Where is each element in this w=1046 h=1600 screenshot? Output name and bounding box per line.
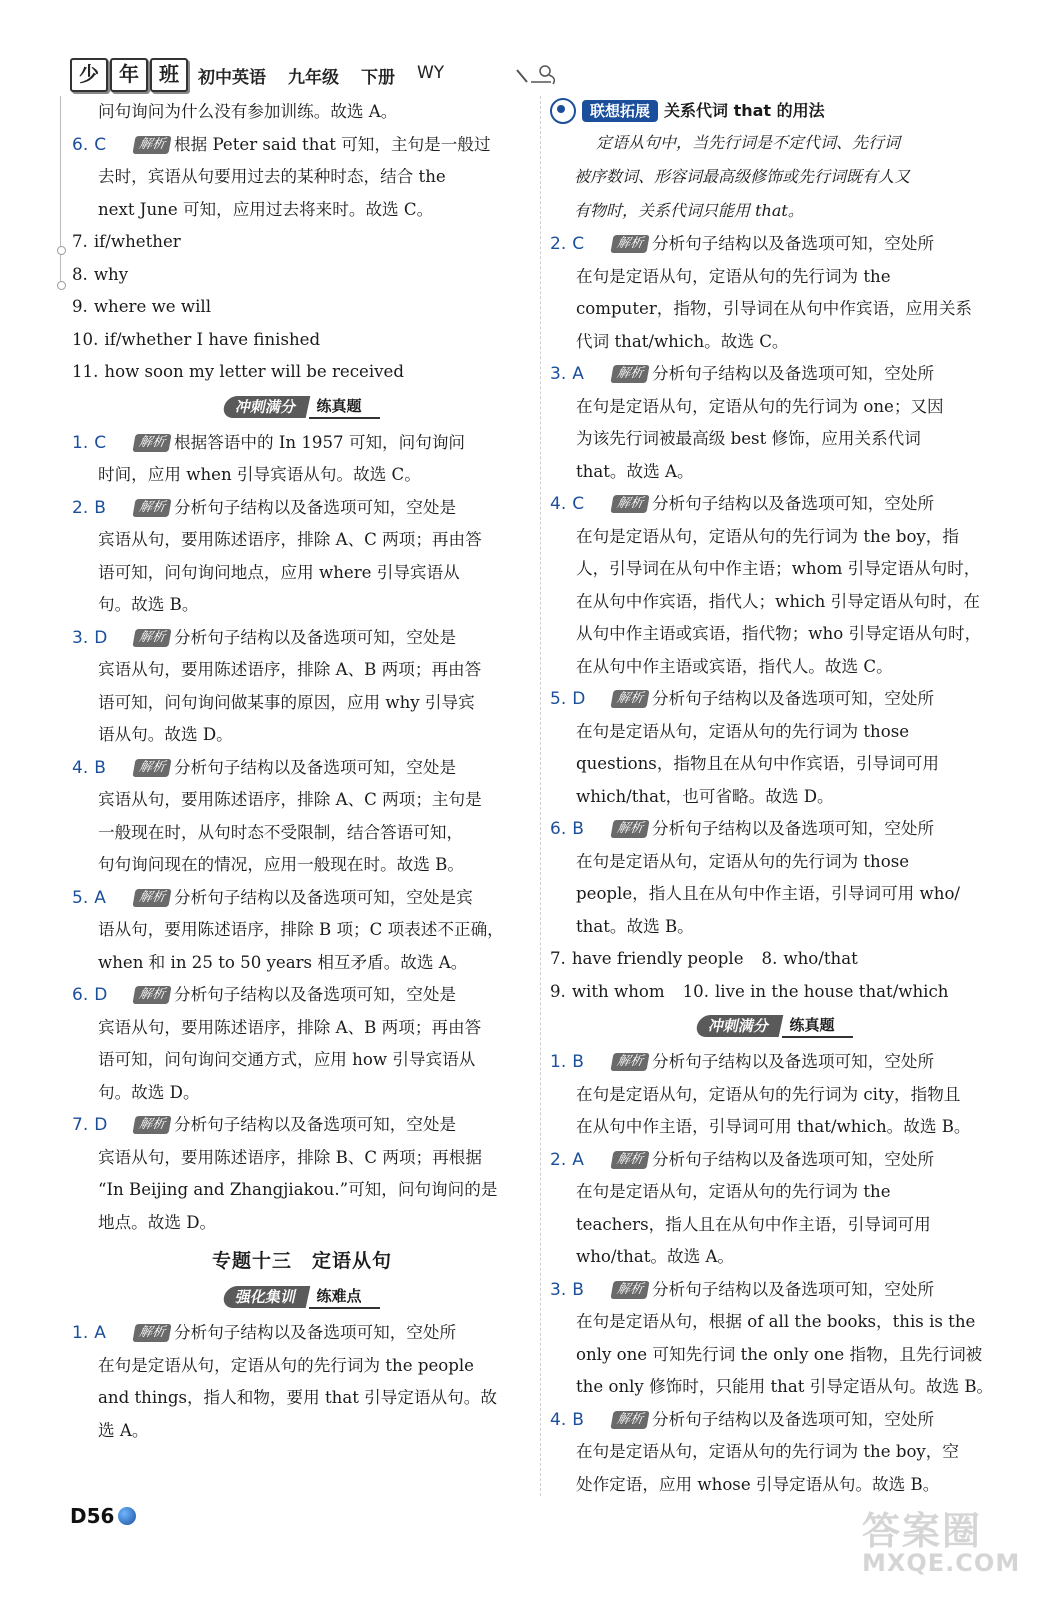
answer-line: 在句是定语从句，定语从句的先行词为 the boy，空 (576, 1442, 959, 1461)
book-info (198, 63, 444, 88)
answer-line (550, 813, 1000, 846)
answer-line: 在句是定语从句，定语从句的先行词为 those (576, 721, 910, 741)
left-column (72, 96, 532, 1447)
fill-answer (72, 259, 532, 292)
section-banner (72, 1281, 532, 1313)
answer-line (550, 358, 1000, 391)
answer-line: who/that。故选 A。 (576, 1247, 735, 1266)
answer-line: teachers，指人且在从句中作主语，引导词可用 (576, 1214, 931, 1234)
question-number: 4. (550, 1409, 567, 1430)
answer-line: 句句询问现在的情况，应用一般现在时。故选 B。 (98, 855, 464, 874)
answer-lead (72, 1317, 134, 1350)
answer-line: 宾语从句，要用陈述语序，排除 A、B 两项；再由答 (98, 1017, 482, 1037)
page-number (70, 1504, 136, 1528)
analysis-tag: 解析 (610, 1053, 649, 1071)
fill-text: with whom (571, 981, 665, 1001)
question-number: 6. (72, 134, 89, 155)
question-number: 10. (682, 981, 709, 1001)
answer-line: 从句中作主语或宾语，指代物；who 引导定语从句时， (576, 624, 982, 643)
answer-lead (72, 1109, 134, 1142)
answer-item (550, 488, 1000, 683)
fill-text: live in the house that/which (715, 981, 949, 1001)
fill-answer-pair (550, 976, 1000, 1009)
answer-item (72, 492, 532, 622)
answer-text: 根据答语中的 In 1957 可知，问句询问 (174, 432, 466, 452)
analysis-tag: 解析 (610, 1411, 649, 1429)
answer-item (72, 882, 532, 980)
fill-text: who/that (783, 949, 858, 968)
analysis-tag: 解析 (610, 1151, 649, 1169)
question-number: 8. (761, 949, 778, 968)
answer-line: 处作定语，应用 whose 引导定语从句。故选 B。 (576, 1474, 940, 1494)
answer-text: 分析句子结构以及备选项可知，空处是 (174, 1115, 457, 1134)
question-number: 5. (72, 887, 89, 908)
question-number: 3. (550, 1279, 567, 1300)
answer-line (72, 1317, 532, 1350)
answer-line: people，指人且在从句中作主语，引导词可用 who/ (576, 884, 961, 903)
answer-item (550, 1046, 1000, 1144)
answer-line: when 和 in 25 to 50 years 相互矛盾。故选 A。 (98, 952, 468, 972)
answer-line: 语可知，问句询问交通方式，应用 how 引导宾语从 (98, 1050, 476, 1069)
answer-line: 在句是定语从句，定语从句的先行词为 the boy，指 (576, 526, 959, 546)
answer-text: 根据 Peter said that 可知，主句是一般过 (174, 134, 491, 154)
subject-label: 初中英语 (198, 67, 266, 88)
answer-text: 分析句子结构以及备选项可知，空处所 (652, 1279, 935, 1299)
answer-line (550, 1404, 1000, 1437)
fill-answer (72, 324, 532, 357)
fill-text: if/whether I have finished (104, 329, 321, 349)
answer-item (550, 813, 1000, 943)
answer-line: 语从句。故选 D。 (98, 725, 233, 744)
answer-line (550, 1274, 1000, 1307)
analysis-tag: 解析 (610, 1281, 649, 1299)
answer-line: 在句是定语从句，定语从句的先行词为 one；又因 (576, 396, 944, 416)
extension-line: 有物时，关系代词只能用 that。 (574, 201, 804, 220)
answer-item (72, 129, 532, 227)
answer-line (72, 622, 532, 655)
fill-answer (72, 291, 532, 324)
answer-line (550, 683, 1000, 716)
fill-answer-pair (550, 943, 1000, 976)
analysis-tag: 解析 (132, 1116, 171, 1134)
question-number: 1. (72, 432, 89, 453)
extension-line: 被序数词、形容词最高级修饰或先行词既有人又 (574, 167, 911, 186)
answer-lead (550, 1046, 612, 1079)
answer-line: 语从句，要用陈述语序，排除 B 项；C 项表述不正确， (98, 920, 504, 939)
extension-title: 关系代词 that 的用法 (664, 100, 825, 120)
answer-text: 分析句子结构以及备选项可知，空处所 (652, 1409, 935, 1429)
banner-sub: 练难点 (309, 1285, 380, 1309)
answer-line: next June 可知，应用过去将来时。故选 C。 (98, 199, 434, 219)
answer-line: 人，引导词在从句中作主语；whom 引导定语从句时， (576, 559, 981, 578)
answer-text: 分析句子结构以及备选项可知，空处是 (174, 627, 457, 647)
brand-char: 年 (110, 58, 148, 92)
analysis-tag: 解析 (132, 434, 171, 452)
answer-line: 宾语从句，要用陈述语序，排除 A、B 两项；再由答 (98, 660, 482, 679)
answer-line: 一般现在时，从句时态不受限制，结合答语可知， (98, 822, 464, 842)
brand-char: 少 (70, 58, 108, 92)
answer-line: 在句是定语从句，定语从句的先行词为 the (576, 1182, 891, 1201)
question-number: 5. (550, 689, 567, 709)
banner-pill: 冲刺满分 (222, 396, 311, 418)
banner-sub: 练真题 (782, 1014, 853, 1038)
answer-item (72, 1317, 532, 1447)
answer-line: computer，指物，引导词在从句中作宾语，应用关系 (576, 299, 973, 318)
answer-lead (550, 1144, 612, 1177)
answer-lead (72, 752, 134, 785)
answer-line: 地点。故选 D。 (98, 1212, 217, 1232)
watermark-url: MXQE.COM (862, 1549, 1021, 1577)
grade-label: 九年级 (288, 67, 339, 88)
fill-text: how soon my letter will be received (104, 362, 404, 381)
answer-line: 宾语从句，要用陈述语序，排除 A、C 两项；主句是 (98, 790, 482, 809)
answer-item (72, 752, 532, 882)
answer-line: 在句是定语从句，定语从句的先行词为 the (576, 266, 891, 286)
answer-line: that。故选 B。 (576, 916, 694, 936)
answer-lead (550, 488, 612, 521)
answer-item (550, 683, 1000, 813)
answer-choice: A (572, 364, 584, 384)
answer-text: 分析句子结构以及备选项可知，空处是 (174, 757, 457, 777)
analysis-tag: 解析 (132, 759, 171, 777)
answer-choice: B (572, 1279, 584, 1300)
analysis-tag: 解析 (610, 365, 649, 383)
topic-title: 专题十三 定语从句 (211, 1250, 392, 1272)
answer-text: 分析句子结构以及备选项可知，空处所 (652, 364, 935, 383)
answer-line: 在从句中作主语，引导词可用 that/which。故选 B。 (576, 1117, 971, 1136)
answer-choice: B (572, 819, 584, 839)
question-number: 7. (550, 949, 566, 968)
extension-body (550, 126, 1000, 228)
question-number: 6. (72, 985, 89, 1005)
right-column (550, 96, 1000, 1501)
answer-line: and things，指人和物，要用 that 引导定语从句。故 (98, 1388, 497, 1407)
answer-item (550, 358, 1000, 488)
analysis-tag: 解析 (610, 690, 649, 708)
answer-lead (72, 427, 134, 460)
answer-line: 在句是定语从句，定语从句的先行词为 city，指物且 (576, 1084, 961, 1104)
answer-line: which/that，也可省略。故选 D。 (576, 786, 834, 806)
continued-text: 问句询问为什么没有参加训练。故选 A。 (98, 102, 398, 121)
answer-item (72, 427, 532, 492)
answer-line: 在从句中作宾语，指代人；which 引导定语从句时，在 (576, 591, 980, 611)
fill-text: have friendly people (571, 949, 744, 968)
answer-line (72, 752, 532, 785)
answer-line (550, 1144, 1000, 1177)
answer-line: 代词 that/which。故选 C。 (576, 331, 789, 351)
answer-choice: B (572, 1052, 584, 1072)
section-banner (72, 391, 532, 423)
answer-line (72, 427, 532, 460)
question-number: 11. (72, 362, 99, 381)
answer-text: 分析句子结构以及备选项可知，空处所 (652, 234, 935, 253)
question-number: 2. (72, 497, 89, 518)
answer-lead (72, 979, 134, 1012)
answer-line (72, 882, 532, 915)
analysis-tag: 解析 (132, 986, 171, 1004)
question-number: 2. (550, 1149, 567, 1170)
answer-lead (550, 228, 612, 261)
answer-line: 语可知，问句询问做某事的原因，应用 why 引导宾 (98, 692, 475, 712)
fill-text: if/whether (93, 232, 181, 251)
question-number: 3. (72, 627, 89, 648)
extension-line: 定语从句中，当先行词是不定代词、先行词 (596, 133, 901, 152)
banner-sub: 练真题 (309, 395, 380, 419)
answer-choice: B (94, 497, 106, 518)
banner-pill: 冲刺满分 (695, 1015, 784, 1037)
answer-lead (72, 882, 134, 915)
question-number: 3. (550, 364, 567, 384)
answer-line (72, 1109, 532, 1142)
edition-label: WY (417, 62, 445, 83)
watermark-text: 答案圈 (862, 1509, 983, 1553)
answer-line: 语可知，问句询问地点，应用 where 引导宾语从 (98, 562, 460, 582)
answer-line (550, 488, 1000, 521)
answer-choice: D (572, 689, 586, 709)
question-number: 2. (550, 234, 567, 254)
page-dot-icon (118, 1507, 136, 1525)
answer-line: 宾语从句，要用陈述语序，排除 B、C 两项；再根据 (98, 1147, 482, 1167)
answer-line: the only 修饰时，只能用 that 引导定语从句。故选 B。 (576, 1377, 994, 1396)
answer-item (550, 1404, 1000, 1502)
answer-text: 分析句子结构以及备选项可知，空处所 (652, 1052, 935, 1071)
answer-text: 分析句子结构以及备选项可知，空处所 (174, 1323, 457, 1342)
analysis-tag: 解析 (610, 495, 649, 513)
answer-item (72, 1109, 532, 1239)
answer-item (550, 228, 1000, 358)
answer-text: 分析句子结构以及备选项可知，空处是 (174, 497, 457, 517)
answer-line (550, 1046, 1000, 1079)
question-number: 1. (550, 1052, 567, 1072)
answer-line: that。故选 A。 (576, 461, 694, 481)
bulb-icon (550, 98, 576, 124)
answer-choice: A (94, 1323, 106, 1343)
answer-line: 在从句中作主语或宾语，指代人。故选 C。 (576, 656, 893, 676)
answer-text: 分析句子结构以及备选项可知，空处是 (174, 985, 457, 1004)
answer-lead (550, 1274, 612, 1307)
page-header (70, 58, 444, 92)
banner-pill: 强化集训 (222, 1286, 311, 1308)
answer-line (72, 979, 532, 1012)
answer-line: 时间，应用 when 引导宾语从句。故选 C。 (98, 465, 421, 484)
answer-line: 为该先行词被最高级 best 修饰，应用关系代词 (576, 429, 921, 448)
answer-line: 在句是定语从句，定语从句的先行词为 those (576, 851, 910, 871)
answer-line: “In Beijing and Zhangjiakou.”可知，问句询问的是 (98, 1180, 498, 1199)
question-number: 4. (550, 494, 567, 514)
answer-lead (550, 358, 612, 391)
volume-label: 下册 (361, 67, 395, 88)
question-number: 6. (550, 819, 567, 839)
answer-line: only one 可知先行词 the only one 指物，且先行词被 (576, 1344, 983, 1364)
analysis-tag: 解析 (610, 235, 649, 253)
answer-line: 去时，宾语从句要用过去的某种时态，结合 the (98, 167, 446, 186)
answer-choice: B (572, 1409, 584, 1430)
brand-logo (70, 58, 188, 92)
answer-lead (550, 1404, 612, 1437)
extension-badge: 联想拓展 (582, 100, 658, 122)
analysis-tag: 解析 (132, 889, 171, 907)
question-number: 7. (72, 232, 88, 251)
extension-header (550, 96, 1000, 126)
answer-lead (550, 683, 612, 716)
answer-choice: C (572, 494, 585, 514)
question-number: 1. (72, 1323, 89, 1343)
answer-choice: D (94, 985, 108, 1005)
analysis-tag: 解析 (132, 629, 171, 647)
answer-text: 分析句子结构以及备选项可知，空处所 (652, 689, 935, 708)
question-number: 8. (72, 264, 88, 284)
question-number: 9. (72, 297, 88, 316)
answer-line: 句。故选 D。 (98, 1082, 200, 1102)
answer-lead (72, 129, 134, 162)
answer-choice: C (94, 134, 107, 155)
answer-lead (72, 622, 134, 655)
question-number: 4. (72, 757, 89, 778)
answer-text: 分析句子结构以及备选项可知，空处所 (652, 1149, 935, 1169)
watermark-logo (862, 1500, 1042, 1596)
answer-text: 分析句子结构以及备选项可知，空处所 (652, 494, 935, 513)
margin-line (60, 96, 61, 286)
answer-item (72, 622, 532, 752)
question-number: 9. (550, 981, 566, 1001)
analysis-tag: 解析 (132, 136, 171, 154)
fill-text: why (93, 264, 129, 284)
answer-line: 在句是定语从句，定语从句的先行词为 the people (98, 1355, 474, 1375)
answer-line: questions，指物且在从句中作宾语，引导词可用 (576, 754, 939, 773)
fill-answer (72, 226, 532, 259)
answer-choice: C (94, 432, 107, 453)
column-divider (540, 96, 541, 1496)
answer-item (550, 1144, 1000, 1274)
fill-answer (72, 356, 532, 389)
answer-line: 宾语从句，要用陈述语序，排除 A、C 两项；再由答 (98, 530, 482, 549)
answer-text: 分析句子结构以及备选项可知，空处所 (652, 819, 935, 838)
decor-icon (515, 62, 561, 88)
page-number-text: D56 (70, 1504, 115, 1528)
answer-item (72, 979, 532, 1109)
answer-choice: C (572, 234, 585, 254)
answer-line (72, 492, 532, 525)
answer-choice: D (94, 627, 108, 648)
fill-text: where we will (93, 297, 212, 316)
answer-text: 分析句子结构以及备选项可知，空处是宾 (174, 887, 473, 907)
answer-line (72, 129, 532, 162)
answer-lead (550, 813, 612, 846)
answer-line: 选 A。 (98, 1420, 149, 1440)
answer-line: 在句是定语从句，根据 of all the books，this is the (576, 1312, 976, 1331)
answer-choice: B (94, 757, 106, 778)
answer-choice: D (94, 1115, 108, 1135)
analysis-tag: 解析 (132, 1324, 171, 1342)
answer-line: 句。故选 B。 (98, 595, 199, 614)
answer-item (550, 1274, 1000, 1404)
brand-char: 班 (150, 58, 188, 92)
section-banner (550, 1010, 1000, 1042)
answer-line (550, 228, 1000, 261)
answer-lead (72, 492, 134, 525)
analysis-tag: 解析 (132, 499, 171, 517)
question-number: 10. (72, 329, 99, 349)
question-number: 7. (72, 1115, 89, 1135)
analysis-tag: 解析 (610, 820, 649, 838)
answer-choice: A (572, 1149, 584, 1170)
answer-choice: A (94, 887, 106, 908)
